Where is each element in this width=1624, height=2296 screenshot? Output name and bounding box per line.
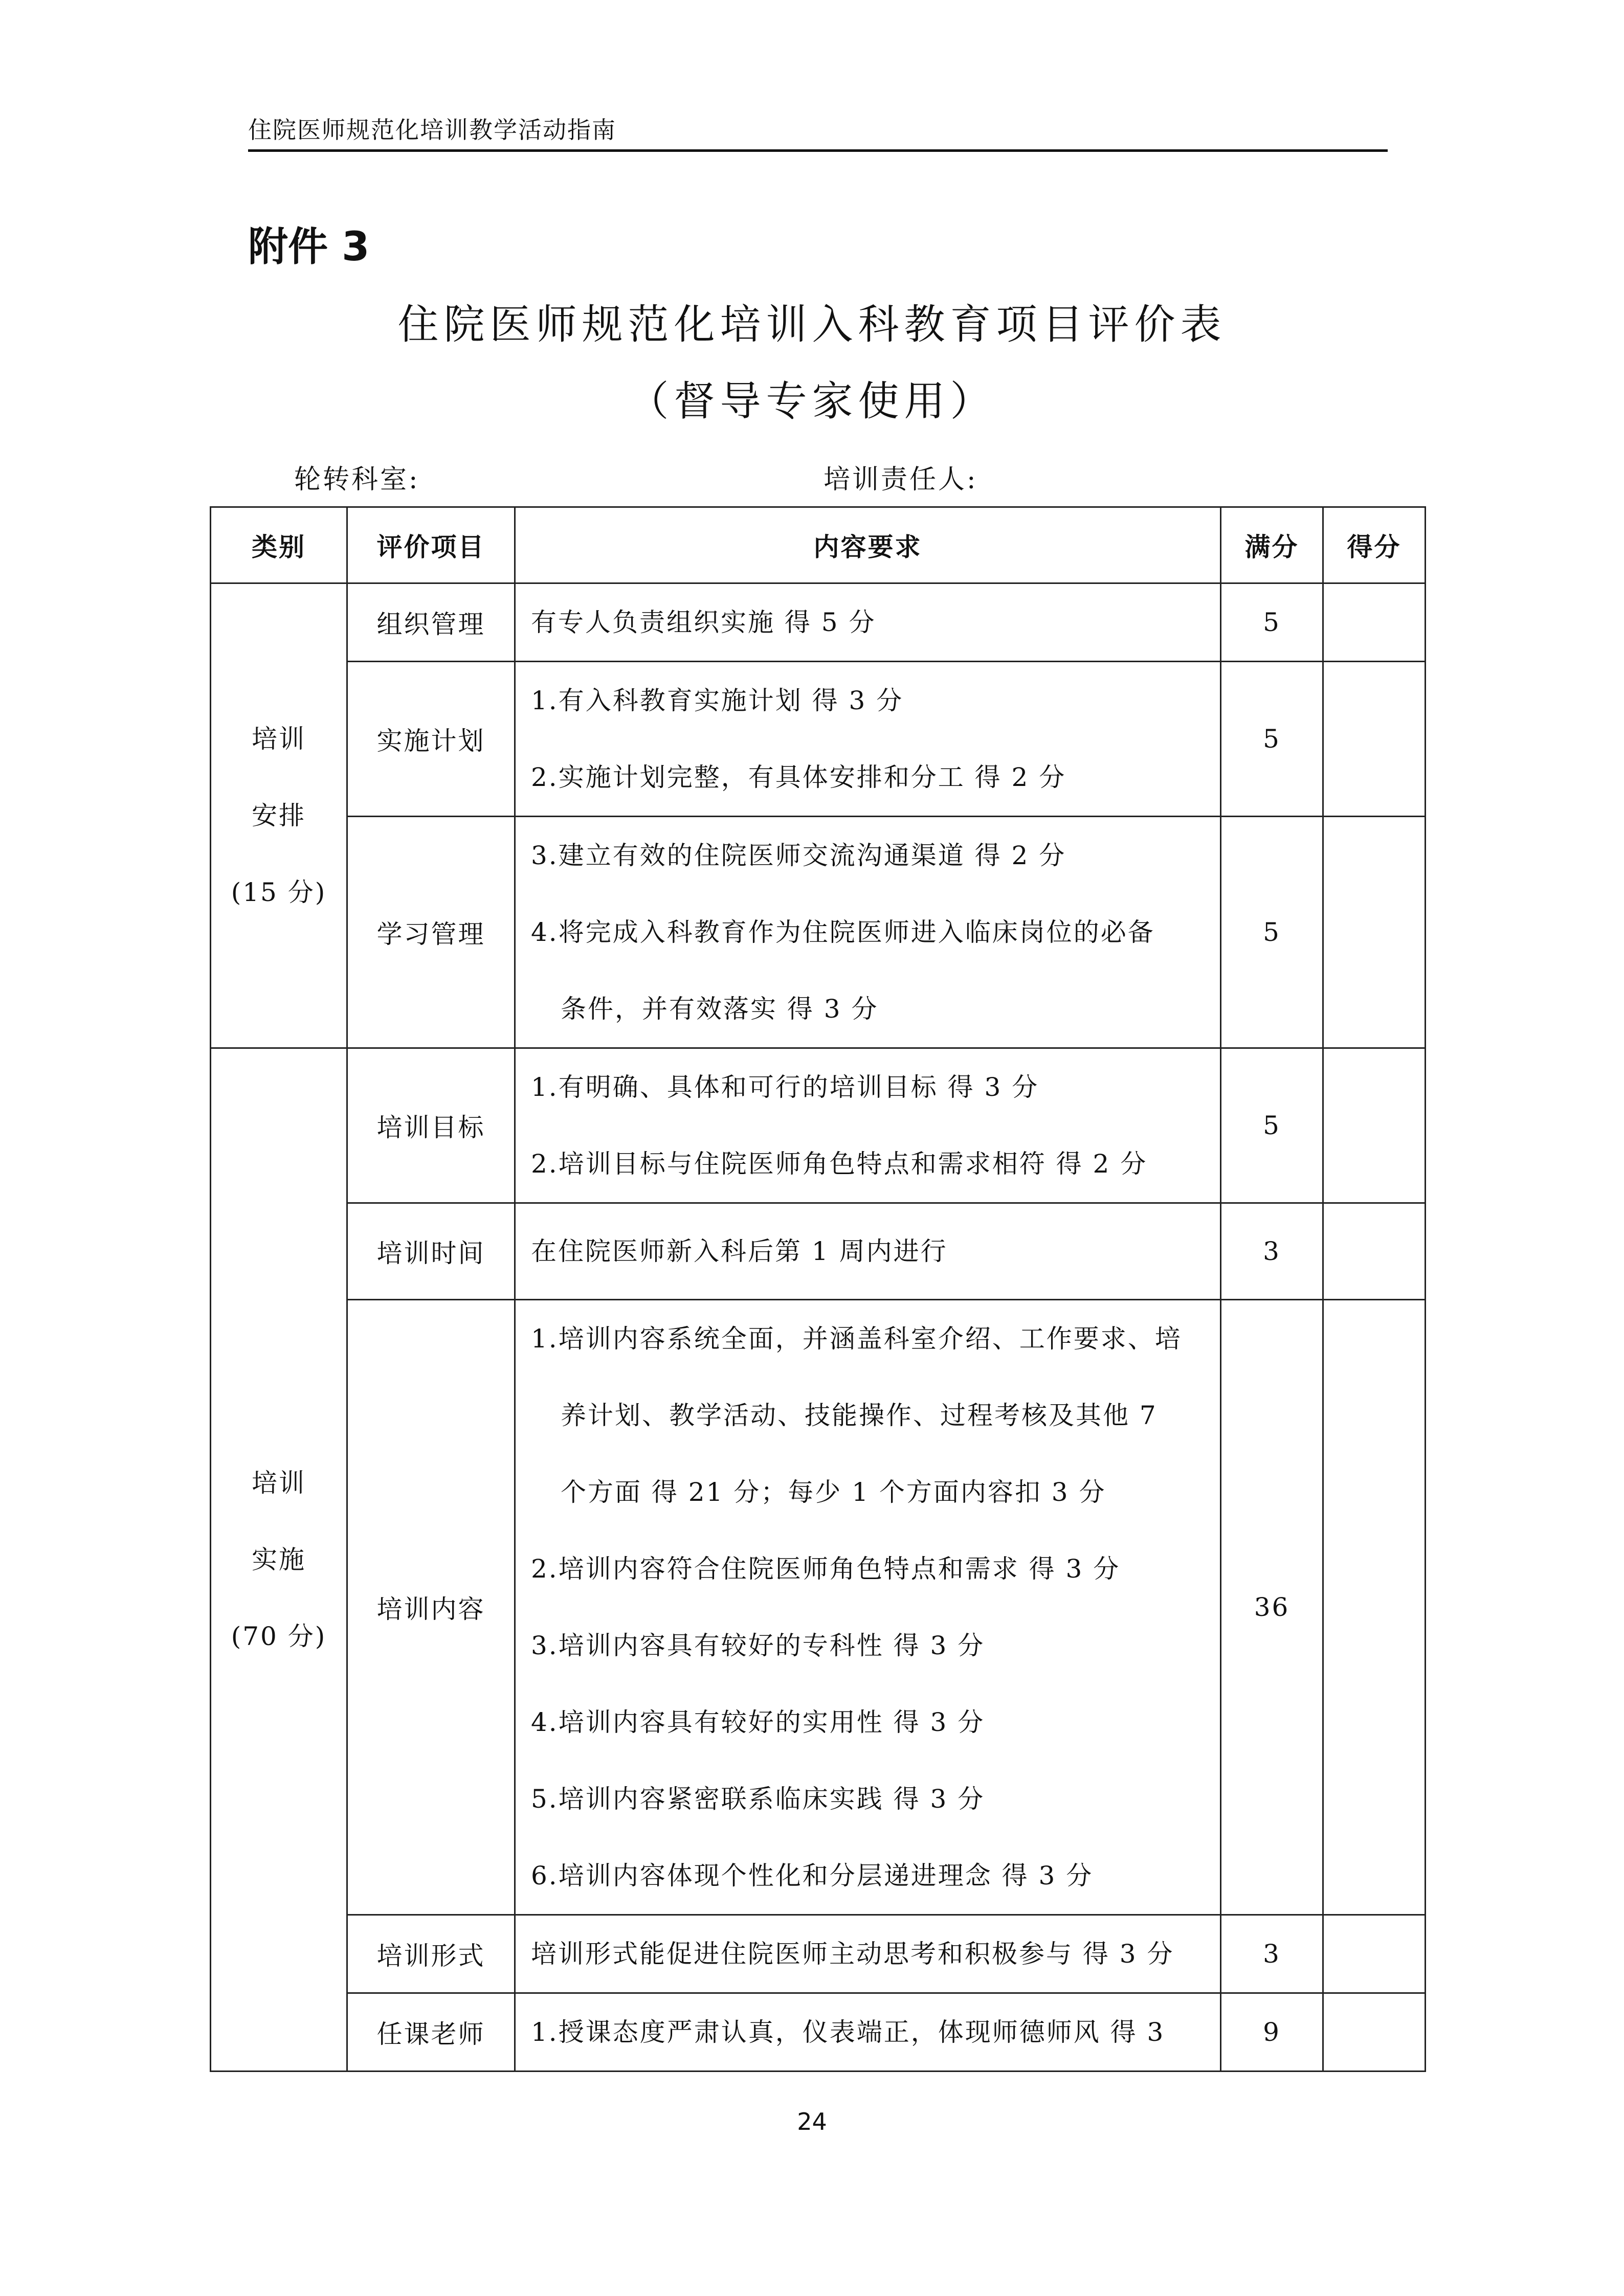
header-item: 评价项目 [347, 507, 515, 583]
content-line: 2.培训目标与住院医师角色特点和需求相符 得 2 分 [531, 1149, 1148, 1179]
full-score-cell: 3 [1221, 1203, 1323, 1300]
content-cell [515, 1048, 1221, 1203]
content-line: 4.培训内容具有较好的实用性 得 3 分 [531, 1707, 985, 1737]
content-cell [515, 1300, 1221, 1915]
header-content: 内容要求 [515, 507, 1221, 583]
full-score-cell: 36 [1221, 1300, 1323, 1915]
full-score-cell: 9 [1221, 1993, 1323, 2072]
table-row [211, 1915, 1426, 1993]
category-line: 培训 [252, 724, 306, 754]
table-row [211, 1048, 1426, 1203]
content-line: 2.实施计划完整，有具体安排和分工 得 2 分 [531, 762, 1066, 792]
header-full-score: 满分 [1221, 507, 1323, 583]
content-line: 有专人负责组织实施 得 5 分 [531, 607, 876, 637]
content-line: 个方面 得 21 分；每少 1 个方面内容扣 3 分 [561, 1477, 1106, 1507]
header-category: 类别 [211, 507, 347, 583]
category-line: 实施 [252, 1545, 306, 1574]
content-line: 1.授课态度严肃认真，仪表端正，体现师德师风 得 3 [531, 2017, 1165, 2047]
content-line: 培训形式能促进住院医师主动思考和积极参与 得 3 分 [531, 1939, 1174, 1969]
content-line: 1.培训内容系统全面，并涵盖科室介绍、工作要求、培 [531, 1324, 1182, 1354]
content-line: 1.有明确、具体和可行的培训目标 得 3 分 [531, 1072, 1039, 1102]
content-line: 1.有入科教育实施计划 得 3 分 [531, 686, 904, 715]
table-header-row [211, 507, 1426, 583]
item-cell: 培训时间 [347, 1203, 515, 1300]
page-number: 24 [797, 2108, 827, 2135]
item-cell: 组织管理 [347, 583, 515, 662]
evaluation-table [210, 506, 1426, 2072]
table-row [211, 1203, 1426, 1300]
content-cell [515, 662, 1221, 817]
content-line: 4.将完成入科教育作为住院医师进入临床岗位的必备 [531, 917, 1155, 947]
content-line: 3.建立有效的住院医师交流沟通渠道 得 2 分 [531, 841, 1066, 870]
score-cell[interactable] [1323, 1915, 1426, 1993]
table-row [211, 662, 1426, 817]
content-line: 5.培训内容紧密联系临床实践 得 3 分 [531, 1784, 985, 1814]
score-cell[interactable] [1323, 1993, 1426, 2072]
item-cell: 培训内容 [347, 1300, 515, 1915]
header-score: 得分 [1323, 507, 1426, 583]
category-line: (15 分) [231, 877, 327, 907]
category-cell [211, 1048, 347, 2072]
header-rule [248, 149, 1388, 152]
content-line: 养计划、教学活动、技能操作、过程考核及其他 7 [561, 1401, 1158, 1430]
content-cell [515, 1993, 1221, 2072]
category-line: 培训 [252, 1468, 306, 1498]
attachment-label: 附件 3 [248, 224, 370, 270]
full-score-cell: 5 [1221, 662, 1323, 817]
table-row [211, 1300, 1426, 1915]
score-cell[interactable] [1323, 1203, 1426, 1300]
full-score-cell: 3 [1221, 1915, 1323, 1993]
content-cell [515, 1203, 1221, 1300]
table-row [211, 1993, 1426, 2072]
category-cell [211, 583, 347, 1048]
item-cell: 培训形式 [347, 1915, 515, 1993]
full-score-cell: 5 [1221, 817, 1323, 1048]
rotation-department-label: 轮转科室: [294, 464, 420, 495]
content-cell [515, 1915, 1221, 1993]
item-cell: 实施计划 [347, 662, 515, 817]
table-row [211, 583, 1426, 662]
item-cell: 学习管理 [347, 817, 515, 1048]
content-line: 2.培训内容符合住院医师角色特点和需求 得 3 分 [531, 1554, 1121, 1584]
table-row [211, 817, 1426, 1048]
page-title: 住院医师规范化培训入科教育项目评价表 [397, 301, 1227, 348]
category-line: 安排 [252, 801, 306, 830]
content-cell [515, 583, 1221, 662]
score-cell[interactable] [1323, 662, 1426, 817]
score-cell[interactable] [1323, 817, 1426, 1048]
item-cell: 任课老师 [347, 1993, 515, 2072]
running-header: 住院医师规范化培训教学活动指南 [248, 116, 616, 144]
full-score-cell: 5 [1221, 1048, 1323, 1203]
content-line: 条件，并有效落实 得 3 分 [561, 994, 879, 1024]
score-cell[interactable] [1323, 1048, 1426, 1203]
category-line: (70 分) [231, 1622, 327, 1651]
content-line: 在住院医师新入科后第 1 周内进行 [531, 1236, 948, 1266]
score-cell[interactable] [1323, 1300, 1426, 1915]
content-line: 3.培训内容具有较好的专科性 得 3 分 [531, 1631, 985, 1660]
score-cell[interactable] [1323, 583, 1426, 662]
content-cell [515, 817, 1221, 1048]
item-cell: 培训目标 [347, 1048, 515, 1203]
full-score-cell: 5 [1221, 583, 1323, 662]
page-subtitle: （督导专家使用） [628, 377, 996, 425]
training-person-label: 培训责任人: [824, 464, 978, 495]
content-line: 6.培训内容体现个性化和分层递进理念 得 3 分 [531, 1861, 1094, 1890]
